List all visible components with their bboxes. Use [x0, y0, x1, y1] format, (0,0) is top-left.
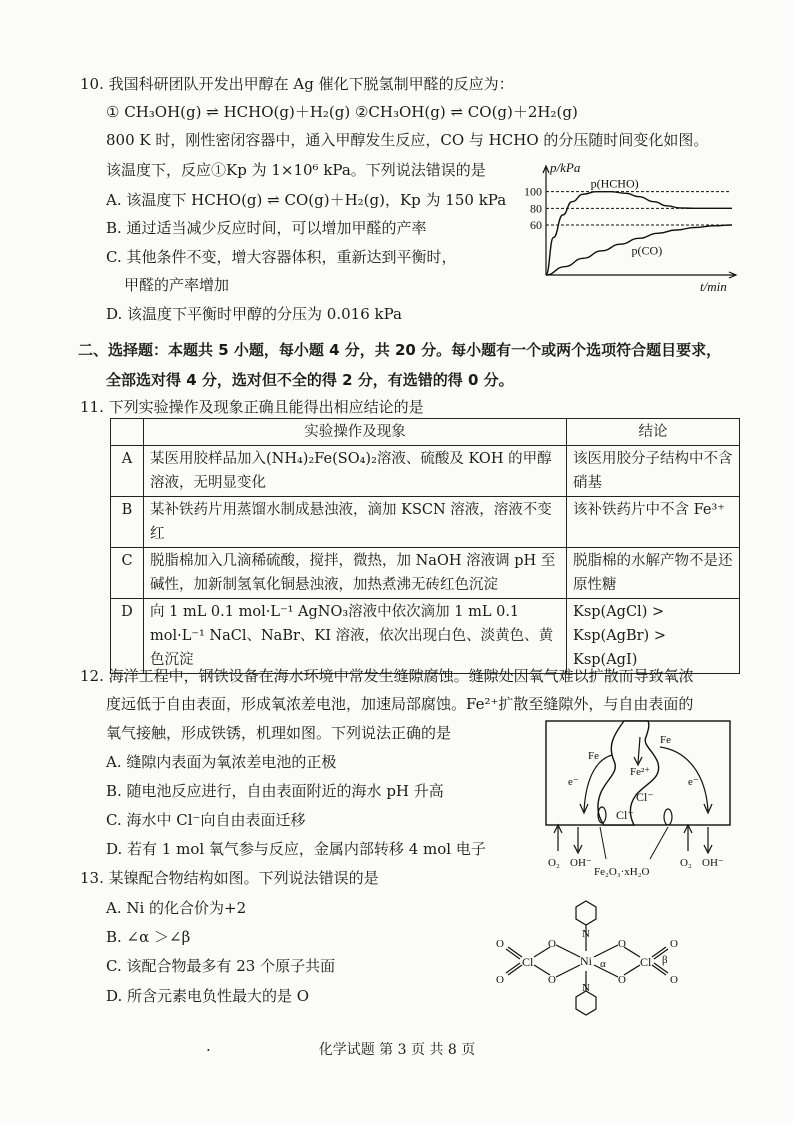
pyridine-top [576, 901, 596, 951]
q12-option-b: B. 随电池反应进行，自由表面附近的海水 pH 升高 [106, 782, 444, 800]
q10-option-d: D. 该温度下平衡时甲醇的分压为 0.016 kPa [106, 305, 402, 323]
q10-pressure-chart [510, 160, 740, 295]
o2-label-left: O₂ [548, 857, 560, 869]
row-operation: 向 1 mL 0.1 mol·L⁻¹ AgNO₃溶液中依次滴加 1 mL 0.1 mol·L⁻¹ NaCl、NaBr、KI 溶液，依次出现白色、淡黄色、黄色沉淀 [144, 599, 567, 674]
series-label: p(CO) [631, 243, 663, 258]
o-atom-label: O [618, 974, 626, 986]
q13-option-a: A. Ni 的化合价为+2 [106, 899, 247, 917]
q12-stem-line3: 氧气接触，形成铁锈，机理如图。下列说法正确的是 [106, 724, 452, 742]
q10-stem-line1: 10. 我国科研团队开发出甲醇在 Ag 催化下脱氢制甲醛的反应为： [80, 75, 514, 93]
rust-pointer [650, 827, 668, 859]
q12-crevice-corrosion-diagram [538, 715, 738, 880]
row-key: C [111, 548, 144, 599]
y-tick-label: 60 [530, 218, 542, 232]
angle-alpha-label: α [600, 958, 606, 970]
q10-stem-line3: 该温度下，反应①Kp 为 1×10⁶ kPa。下列说法错误的是 [106, 161, 486, 179]
chart-x-axis-label: t/min [700, 279, 727, 294]
row-conclusion: Ksp(AgCl) > Ksp(AgBr) > Ksp(AgI) [567, 599, 740, 674]
fe2-label: Fe²⁺ [630, 766, 651, 778]
o-atom-label: O [496, 938, 504, 950]
row-conclusion: 脱脂棉的水解产物不是还原性糖 [567, 548, 740, 599]
n-atom-label: N [582, 928, 590, 940]
oh-label-left: OH⁻ [570, 857, 592, 869]
angle-beta-label: β [662, 954, 668, 966]
q10-option-b: B. 通过适当减少反应时间，可以增加甲醛的产率 [106, 219, 427, 237]
chart-axes [543, 166, 736, 278]
series-label: p(HCHO) [590, 176, 639, 191]
q12-option-d: D. 若有 1 mol 氧气参与反应，金属内部转移 4 mol 电子 [106, 840, 486, 858]
ni-atom-label: Ni [580, 954, 592, 968]
table-row [111, 497, 740, 548]
page-footer: 化学试题 第 3 页 共 8 页 [318, 1042, 476, 1058]
cl-atom-label-right: Cl [640, 955, 652, 969]
table-header-key [111, 419, 144, 446]
chart-y-axis-label: p/kPa [550, 160, 581, 175]
row-conclusion: 该补铁药片中不含 Fe³⁺ [567, 497, 740, 548]
o-atom-label: O [618, 938, 626, 950]
electron-label-left: e⁻ [568, 776, 579, 788]
table-header-conclusion: 结论 [567, 419, 740, 446]
cl-atom-label-left: Cl [522, 955, 534, 969]
q13-nickel-complex-structure [490, 895, 690, 1025]
electron-label-right: e⁻ [688, 776, 699, 788]
chloride-label: Cl⁻ [616, 808, 634, 822]
o-atom-label: O [670, 974, 678, 986]
q13-option-d: D. 所含元素电负性最大的是 O [106, 987, 310, 1005]
fe-label-left: Fe [588, 750, 599, 762]
y-tick-label: 100 [524, 184, 542, 199]
q10-option-a: A. 该温度下 HCHO(g) ⇌ CO(g)＋H₂(g)，Kp 为 150 kPa [106, 191, 507, 209]
table-row [111, 446, 740, 497]
y-tick-label: 80 [530, 201, 542, 216]
footer-dot: . [206, 1037, 211, 1055]
q11-table [110, 418, 740, 674]
rust-formula-label: Fe₂O₃·xH₂O [594, 866, 650, 878]
table-header-operation: 实验操作及现象 [144, 419, 567, 446]
o-atom-label: O [670, 938, 678, 950]
q13-option-c: C. 该配合物最多有 23 个原子共面 [106, 957, 336, 975]
table-row [111, 548, 740, 599]
rust-pointer [600, 827, 606, 859]
q11-stem: 11. 下列实验操作及现象正确且能得出相应结论的是 [80, 398, 424, 416]
row-key: A [111, 446, 144, 497]
n-atom-label: N [582, 982, 590, 994]
o-atom-label: O [548, 938, 556, 950]
q10-option-c-cont: 甲醛的产率增加 [124, 276, 230, 294]
q10-stem-line2: 800 K 时，刚性密闭容器中，通入甲醇发生反应，CO 与 HCHO 的分压随时间变化如图。 [106, 131, 709, 149]
row-operation: 脱脂棉加入几滴稀硫酸，搅拌，微热，加 NaOH 溶液调 pH 至碱性，加新制氢氧化铜悬浊液，加热煮沸无砖红色沉淀 [144, 548, 567, 599]
q13-stem: 13. 某镍配合物结构如图。下列说法错误的是 [80, 869, 379, 887]
rust-deposit [664, 809, 672, 825]
oh-label-right: OH⁻ [702, 857, 724, 869]
table-header-row [111, 419, 740, 446]
q10-equations: ① CH₃OH(g) ⇌ HCHO(g)＋H₂(g) ②CH₃OH(g) ⇌ CO(g)＋2H₂(g) [106, 103, 578, 121]
q12-option-c: C. 海水中 Cl⁻向自由表面迁移 [106, 811, 306, 829]
section-2-heading: 二、选择题：本题共 5 小题，每小题 4 分，共 20 分。每小题有一个或两个选项符合题目要求， [78, 341, 722, 359]
row-conclusion: 该医用胶分子结构中不含硝基 [567, 446, 740, 497]
fe-label-right: Fe [660, 734, 671, 746]
row-key: B [111, 497, 144, 548]
o-atom-label: O [496, 974, 504, 986]
q12-stem-line2: 度远低于自由表面，形成氧浓差电池，加速局部腐蚀。Fe²⁺扩散至缝隙外，与自由表面的 [106, 695, 694, 713]
q13-option-b: B. ∠α ＞∠β [106, 928, 191, 946]
row-operation: 某医用胶样品加入(NH₄)₂Fe(SO₄)₂溶液、硫酸及 KOH 的甲醇溶液，无明显变化 [144, 446, 567, 497]
o-atom-label: O [548, 974, 556, 986]
row-key: D [111, 599, 144, 674]
row-operation: 某补铁药片用蒸馏水制成悬浊液，滴加 KSCN 溶液，溶液不变红 [144, 497, 567, 548]
q12-stem-line1: 12. 海洋工程中，钢铁设备在海水环境中常发生缝隙腐蚀。缝隙处因氧气难以扩散而导致氧浓 [80, 667, 694, 685]
chloride-label: Cl⁻ [636, 790, 654, 804]
q10-option-c: C. 其他条件不变，增大容器体积，重新达到平衡时， [106, 248, 457, 266]
section-2-heading-cont: 全部选对得 4 分，选对但不全的得 2 分，有选错的得 0 分。 [106, 371, 514, 389]
electron-path-right [660, 747, 708, 811]
o2-label-right: O₂ [680, 857, 692, 869]
q12-option-a: A. 缝隙内表面为氧浓差电池的正极 [106, 753, 337, 771]
